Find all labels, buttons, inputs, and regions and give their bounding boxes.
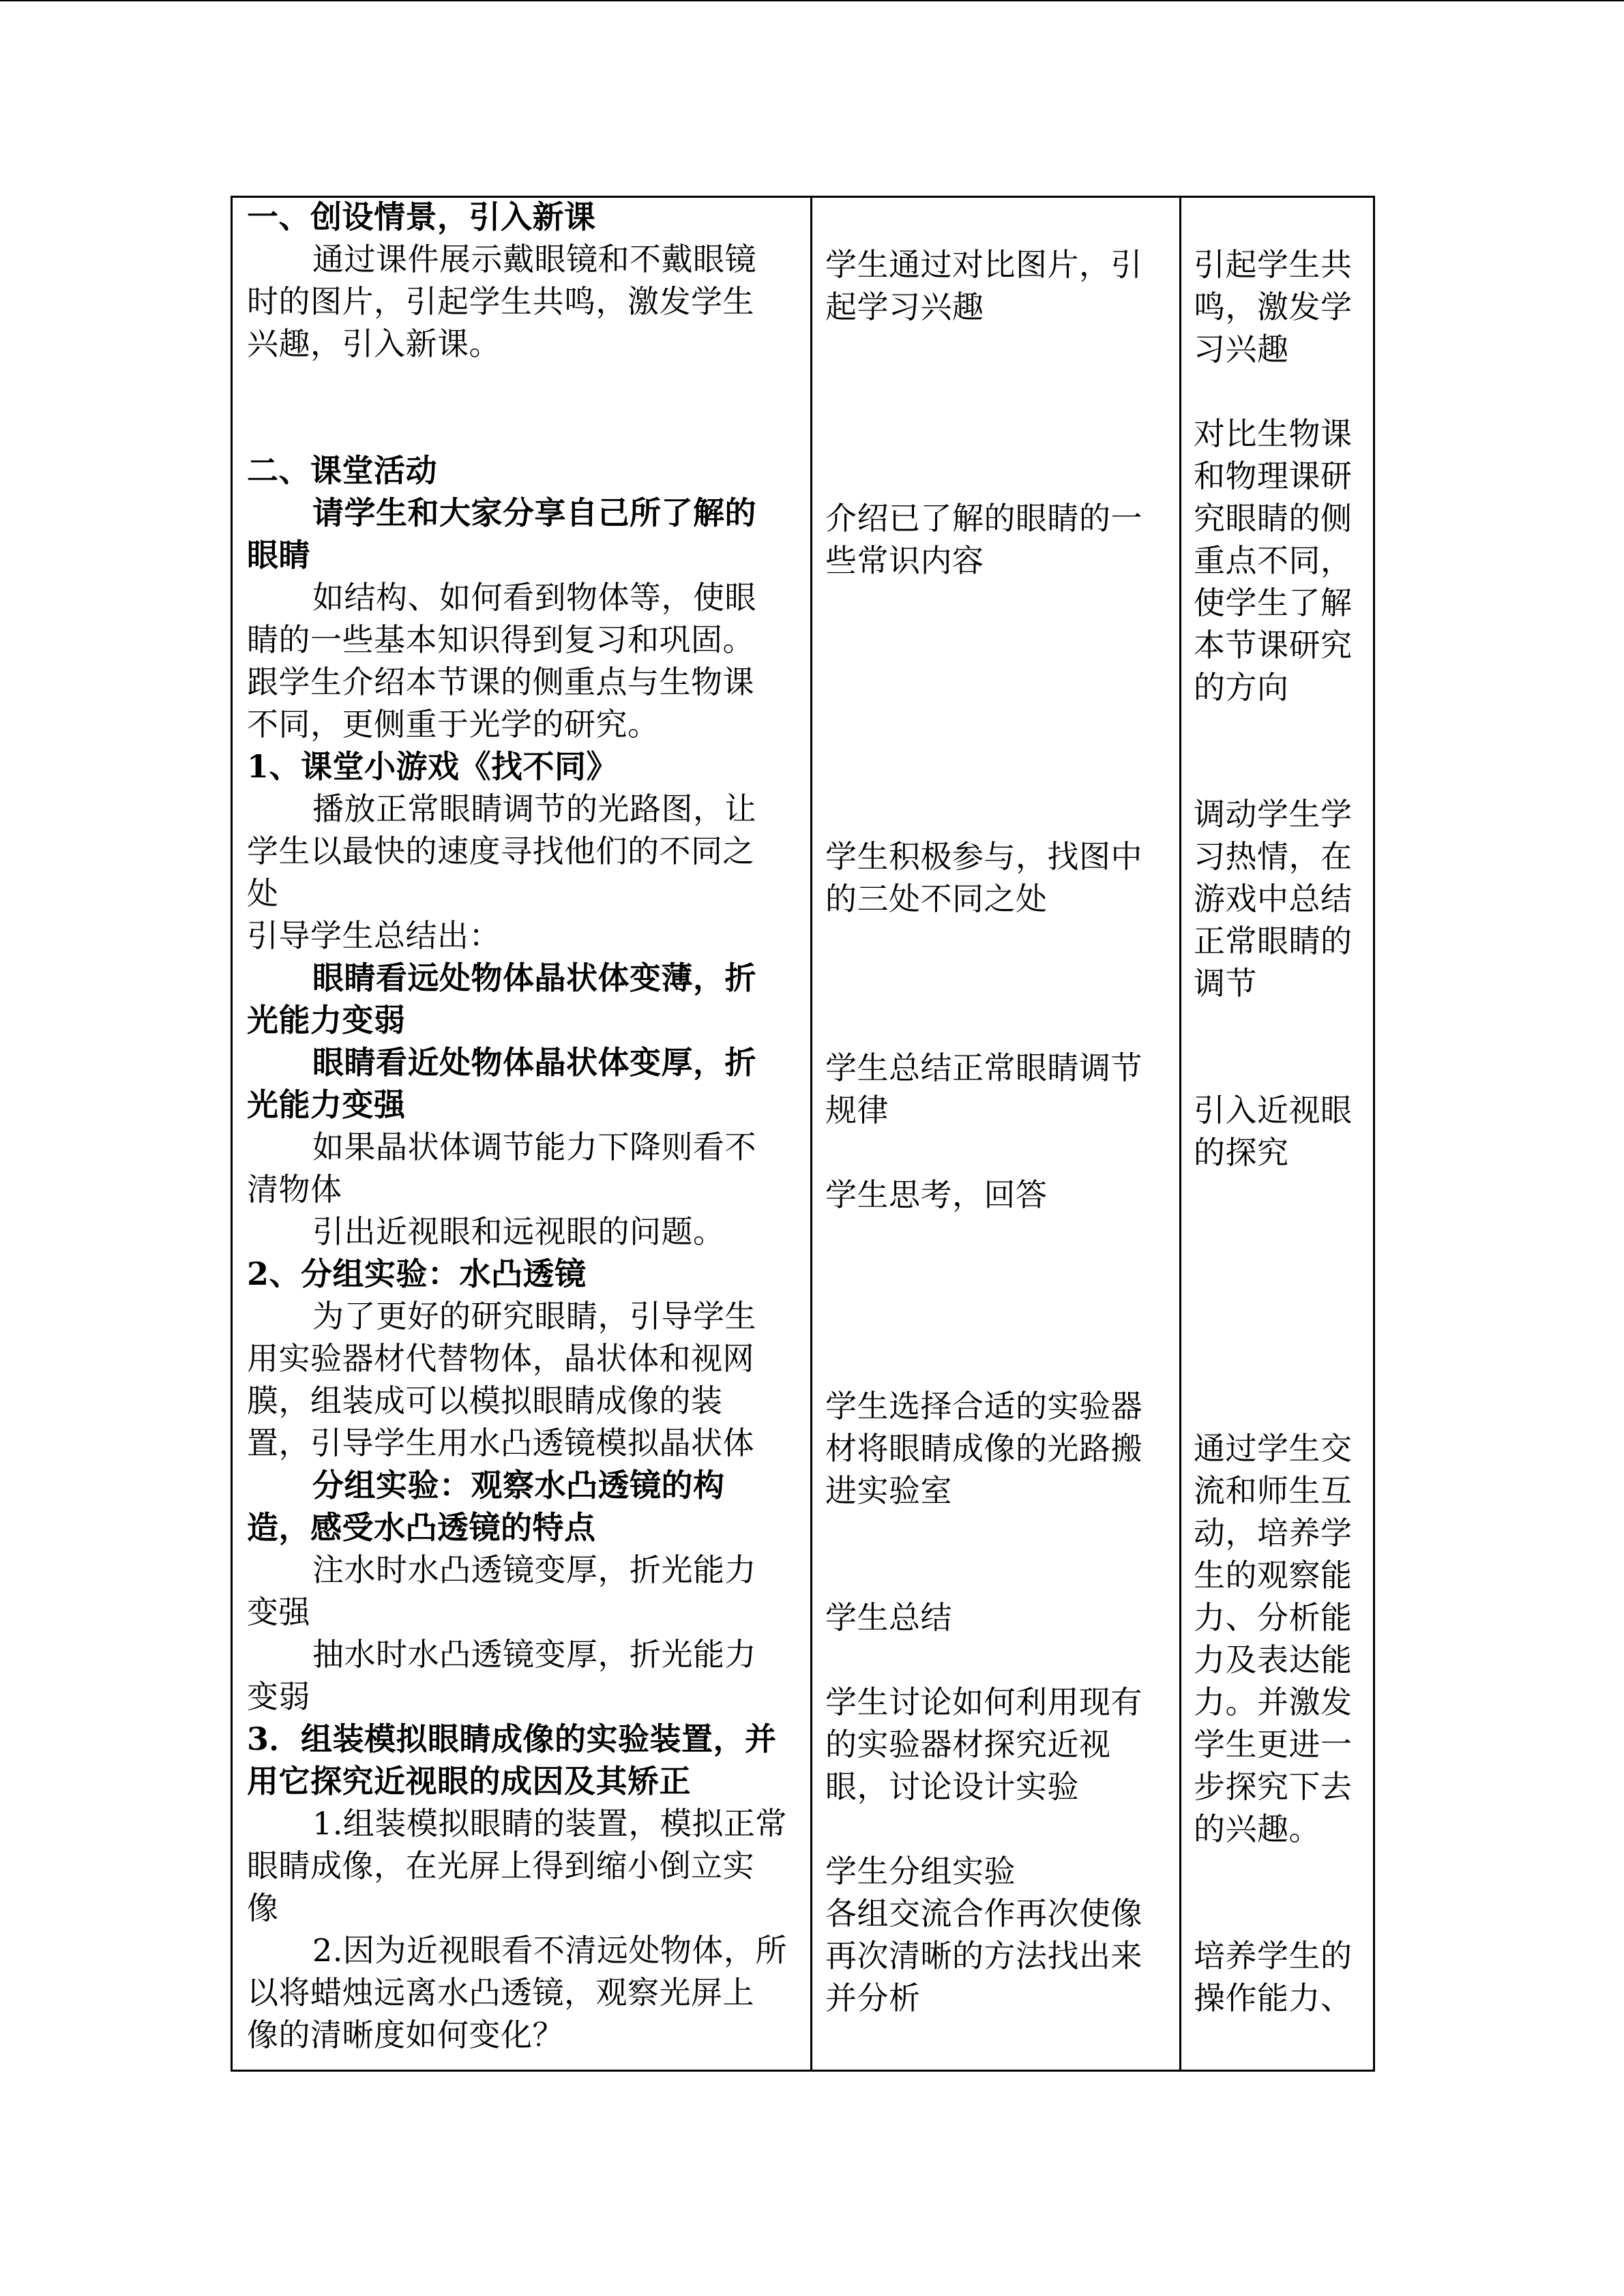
design-intent-line: 调节 [1194, 965, 1257, 1002]
student-activity-line: 介绍已了解的眼睛的一 [825, 500, 1142, 537]
design-intent-line: 究眼睛的侧 [1194, 500, 1353, 537]
student-activity-line [825, 1216, 1180, 1258]
student-activity-line: 学生选择合适的实验器 [825, 1388, 1142, 1425]
teacher-activity-line [247, 407, 813, 449]
teacher-activity-line: 膜，组装成可以模拟眼睛成像的装 [247, 1382, 723, 1419]
teacher-activity-line: 学生以最快的速度寻找他们的不同之 [247, 833, 754, 869]
design-intent-line [1194, 1216, 1371, 1258]
design-intent-line [1194, 1004, 1371, 1047]
teacher-activity-line: 变强 [247, 1594, 310, 1630]
design-intent-line: 学生更进一 [1194, 1726, 1353, 1763]
student-activity-line [825, 1004, 1180, 1047]
teacher-activity-line: 光能力变强 [247, 1086, 406, 1123]
design-intent-line [1194, 1385, 1371, 1427]
student-activity-line [825, 751, 1180, 793]
teacher-activity-line [247, 365, 813, 407]
student-activity-line: 起学习兴趣 [825, 288, 984, 325]
design-intent-line [1194, 751, 1371, 793]
student-activity-line: 学生分组实验 [825, 1853, 1016, 1890]
design-intent-line: 力、分析能 [1194, 1599, 1353, 1636]
teacher-activity-line: 分组实验：观察水凸透镜的构 [312, 1467, 725, 1504]
design-intent-line: 调动学生学 [1194, 796, 1353, 833]
teacher-activity-line: 播放正常眼睛调节的光路图，让 [312, 790, 756, 827]
teacher-activity-line: 引出近视眼和远视眼的问题。 [312, 1213, 725, 1250]
teacher-activity-line: 2、分组实验：水凸透镜 [247, 1255, 587, 1292]
teacher-activity-line: 一、创设情景，引入新课 [247, 198, 596, 235]
student-activity-line [825, 1808, 1180, 1850]
teacher-activity-line: 眼睛 [247, 537, 310, 573]
student-activity-line [825, 1512, 1180, 1554]
student-activity-line [825, 1554, 1180, 1596]
student-activity-line: 学生积极参与，找图中 [825, 838, 1142, 875]
design-intent-line: 的探究 [1194, 1134, 1289, 1171]
student-activity-line: 规律 [825, 1092, 889, 1129]
teacher-activity-line: 通过课件展示戴眼镜和不戴眼镜 [312, 241, 756, 278]
design-intent-line: 生的观察能 [1194, 1557, 1353, 1594]
student-activity-line [825, 624, 1180, 666]
student-activity-line [825, 666, 1180, 709]
teacher-activity-line: 像 [247, 1890, 279, 1926]
design-intent-line [1194, 1343, 1371, 1385]
design-intent-line: 的方向 [1194, 669, 1289, 706]
design-intent-line: 引入近视眼 [1194, 1092, 1353, 1129]
student-activity-line [825, 1300, 1180, 1343]
student-activity-line: 眼，讨论设计实验 [825, 1768, 1079, 1805]
student-activity-line [825, 1131, 1180, 1174]
teacher-activity-line: 处 [247, 875, 279, 912]
page-top-rule [0, 0, 1624, 1]
design-intent-line: 本节课研究 [1194, 627, 1353, 664]
design-intent-line: 步探究下去 [1194, 1768, 1353, 1805]
student-activity-line [825, 920, 1180, 962]
design-intent-line [1194, 1892, 1371, 1935]
student-activity-line: 进实验室 [825, 1472, 952, 1509]
student-activity-line [825, 413, 1180, 455]
teacher-activity-line: 光能力变弱 [247, 1002, 406, 1039]
teacher-activity-line: 眼睛看远处物体晶状体变薄，折 [312, 959, 756, 996]
design-intent-line: 动，培养学 [1194, 1515, 1353, 1551]
design-intent-line [1194, 709, 1371, 751]
design-intent-line: 力及表达能 [1194, 1641, 1353, 1678]
design-intent-line: 习热情，在 [1194, 838, 1353, 875]
teacher-activity-line: 时的图片，引起学生共鸣，激发学生 [247, 283, 754, 320]
design-intent-line [1194, 1174, 1371, 1216]
teacher-activity-line: 眼睛成像，在光屏上得到缩小倒立实 [247, 1847, 754, 1884]
design-intent-line: 鸣，激发学 [1194, 288, 1353, 325]
teacher-activity-line: 1.组装模拟眼睛的装置，模拟正常 [312, 1805, 787, 1842]
student-activity-line: 学生总结 [825, 1599, 952, 1636]
student-activity-line: 的三处不同之处 [825, 880, 1048, 917]
student-activity-column [825, 243, 1180, 2019]
student-activity-line [825, 709, 1180, 751]
student-activity-line [825, 962, 1180, 1004]
student-activity-line [825, 793, 1180, 835]
student-activity-line [825, 582, 1180, 624]
design-intent-line: 流和师生互 [1194, 1472, 1353, 1509]
design-intent-line: 对比生物课 [1194, 415, 1353, 452]
teacher-activity-line: 3．组装模拟眼睛成像的实验装置，并 [247, 1720, 777, 1757]
design-intent-line: 重点不同， [1194, 542, 1353, 579]
student-activity-line: 学生总结正常眼睛调节 [825, 1049, 1142, 1086]
teacher-activity-line: 跟学生介绍本节课的侧重点与生物课 [247, 664, 754, 700]
student-activity-line [825, 455, 1180, 497]
teacher-activity-line: 为了更好的研究眼睛，引导学生 [312, 1298, 756, 1335]
design-intent-line: 和物理课研 [1194, 458, 1353, 494]
design-intent-line [1194, 370, 1371, 413]
student-activity-line: 学生讨论如何利用现有 [825, 1684, 1142, 1720]
student-activity-line: 材将眼睛成像的光路搬 [825, 1430, 1142, 1467]
student-activity-line: 的实验器材探究近视 [825, 1726, 1111, 1763]
teacher-activity-line: 1、课堂小游戏《找不同》 [247, 748, 619, 785]
design-intent-line: 的兴趣。 [1194, 1810, 1320, 1847]
design-intent-line [1194, 1258, 1371, 1300]
student-activity-line [825, 1639, 1180, 1681]
student-activity-line [825, 370, 1180, 413]
design-intent-line: 力。并激发 [1194, 1684, 1353, 1720]
student-activity-line: 些常识内容 [825, 542, 984, 579]
design-intent-column [1194, 243, 1371, 2019]
student-activity-line [825, 1258, 1180, 1300]
design-intent-line: 游戏中总结 [1194, 880, 1353, 917]
student-activity-line: 并分析 [825, 1980, 921, 2016]
student-activity-line [825, 328, 1180, 370]
teacher-activity-line: 像的清晰度如何变化？ [247, 2016, 564, 2053]
design-intent-line: 使学生了解 [1194, 584, 1353, 621]
design-intent-line [1194, 1047, 1371, 1089]
design-intent-line: 培养学生的 [1194, 1937, 1353, 1974]
student-activity-line: 各组交流合作再次使像 [825, 1895, 1142, 1932]
teacher-activity-line: 抽水时水凸透镜变厚，折光能力 [312, 1636, 756, 1673]
design-intent-line: 操作能力、 [1194, 1980, 1353, 2016]
teacher-activity-line: 以将蜡烛远离水凸透镜，观察光屏上 [247, 1974, 754, 2011]
teacher-activity-line: 造，感受水凸透镜的特点 [247, 1509, 596, 1546]
teacher-activity-line: 2.因为近视眼看不清远处物体，所 [312, 1932, 787, 1969]
teacher-activity-line: 请学生和大家分享自己所了解的 [312, 494, 756, 531]
design-intent-line: 正常眼睛的 [1194, 923, 1353, 959]
teacher-activity-line: 引导学生总结出： [247, 917, 501, 954]
teacher-activity-line: 变弱 [247, 1678, 310, 1715]
student-activity-line: 再次清晰的方法找出来 [825, 1937, 1142, 1974]
teacher-activity-line: 如果晶状体调节能力下降则看不 [312, 1129, 756, 1165]
teacher-activity-line: 注水时水凸透镜变厚，折光能力 [312, 1551, 756, 1588]
design-intent-line: 习兴趣 [1194, 331, 1289, 368]
student-activity-line: 学生通过对比图片，引 [825, 246, 1142, 283]
teacher-activity-line: 不同，更侧重于光学的研究。 [247, 706, 660, 743]
student-activity-line: 学生思考，回答 [825, 1176, 1048, 1213]
teacher-activity-line: 眼睛看近处物体晶状体变厚，折 [312, 1044, 756, 1081]
design-intent-line: 引起学生共 [1194, 246, 1353, 283]
teacher-activity-line: 清物体 [247, 1171, 342, 1208]
design-intent-line [1194, 1300, 1371, 1343]
teacher-activity-column [247, 196, 813, 2056]
teacher-activity-line: 用它探究近视眼的成因及其矫正 [247, 1763, 691, 1800]
teacher-activity-line: 兴趣，引入新课。 [247, 325, 501, 362]
teacher-activity-line: 睛的一些基本知识得到复习和巩固。 [247, 621, 754, 658]
student-activity-line [825, 1343, 1180, 1385]
teacher-activity-line: 置，引导学生用水凸透镜模拟晶状体 [247, 1425, 754, 1461]
teacher-activity-line: 二、课堂活动 [247, 452, 437, 489]
design-intent-line [1194, 1850, 1371, 1892]
teacher-activity-line: 如结构、如何看到物体等，使眼 [312, 579, 756, 616]
teacher-activity-line: 用实验器材代替物体，晶状体和视网 [247, 1340, 754, 1377]
design-intent-line: 通过学生交 [1194, 1430, 1353, 1467]
